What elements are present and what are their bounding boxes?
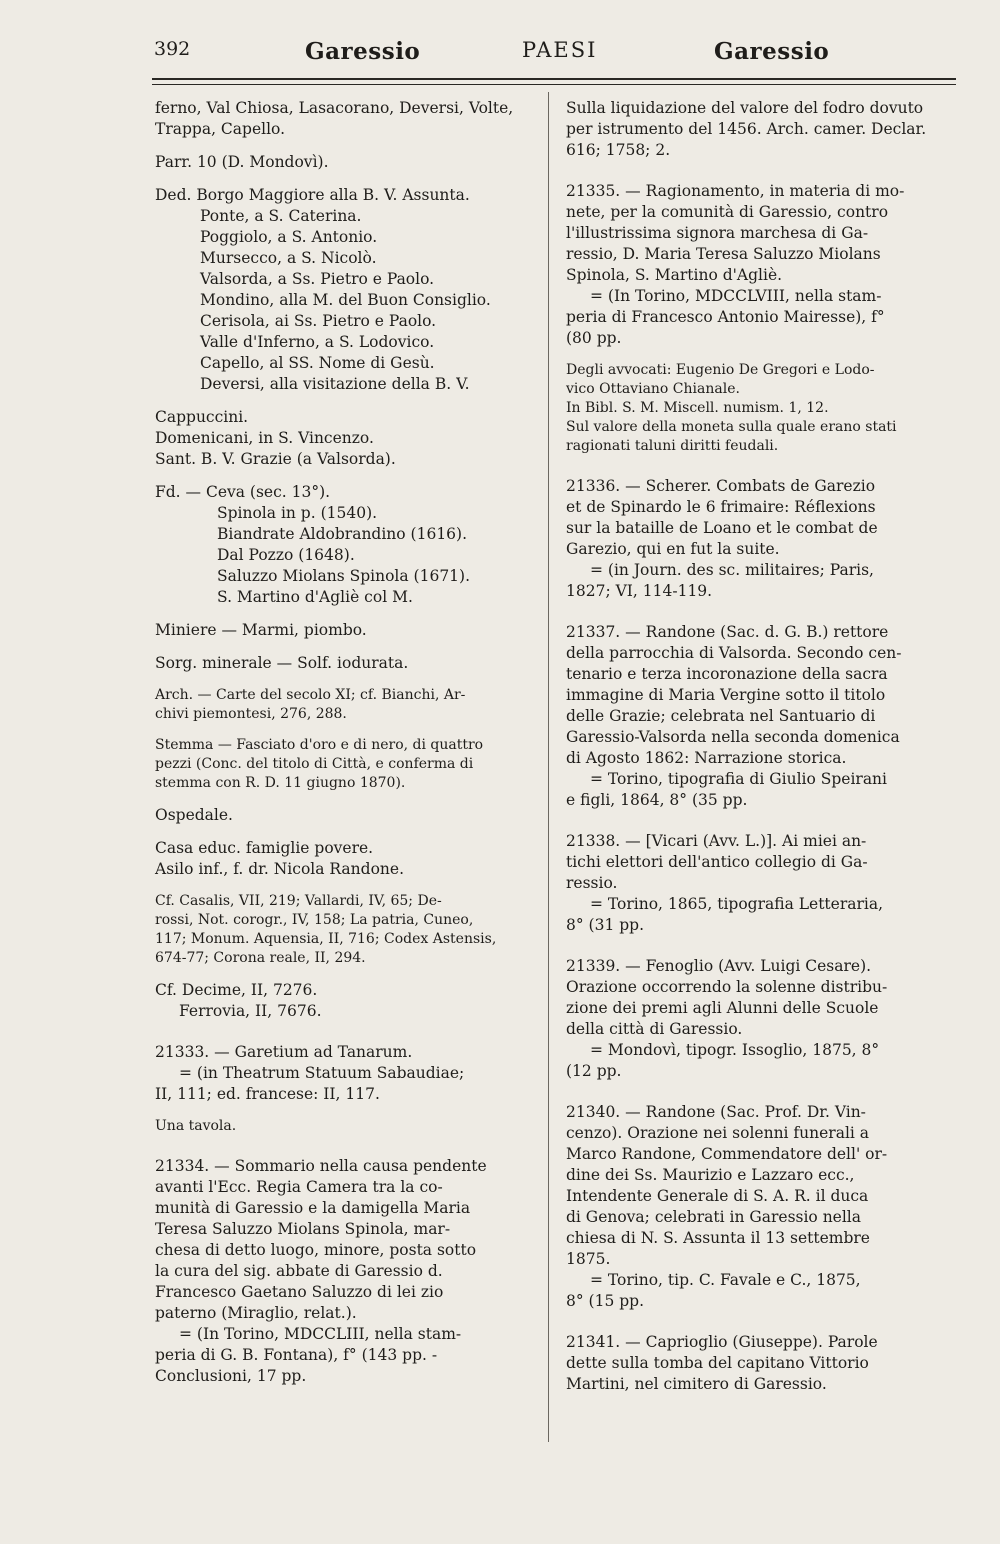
text-line: della parrocchia di Valsorda. Secondo cen- bbox=[566, 644, 902, 662]
text-line: Intendente Generale di S. A. R. il duca bbox=[566, 1187, 869, 1205]
text-line: II, 111; ed. francese: II, 117. bbox=[155, 1085, 380, 1103]
text-line: et de Spinardo le 6 frimaire: Réflexions bbox=[566, 498, 876, 516]
header-rule bbox=[152, 78, 956, 80]
text-line: Cf. Casalis, VII, 219; Vallardi, IV, 65; De- bbox=[155, 893, 442, 909]
text-line: della città di Garessio. bbox=[566, 1020, 743, 1038]
text-line: peria di Francesco Antonio Mairesse), f° bbox=[566, 308, 885, 326]
text-line: Capello, al SS. Nome di Gesù. bbox=[200, 354, 435, 372]
column-divider bbox=[548, 92, 549, 1442]
text-line: dette sulla tomba del capitano Vittorio bbox=[566, 1354, 869, 1372]
text-line: Mondino, alla M. del Buon Consiglio. bbox=[200, 291, 491, 309]
text-line: Dal Pozzo (1648). bbox=[217, 546, 355, 564]
text-line: Ospedale. bbox=[155, 806, 233, 824]
text-line: paterno (Miraglio, relat.). bbox=[155, 1304, 357, 1322]
text-line: peria di G. B. Fontana), f° (143 pp. - bbox=[155, 1346, 438, 1364]
text-line: = (In Torino, MDCCLVIII, nella stam- bbox=[590, 287, 882, 305]
text-line: vico Ottaviano Chianale. bbox=[566, 381, 740, 397]
text-line: Teresa Saluzzo Miolans Spinola, mar- bbox=[155, 1220, 451, 1238]
running-title-left: Garessio bbox=[305, 38, 421, 65]
text-line: = Torino, tip. C. Favale e C., 1875, bbox=[590, 1271, 861, 1289]
entry-21333-heading: 21333. — Garetium ad Tanarum. bbox=[155, 1043, 413, 1061]
text-line: Spinola, S. Martino d'Agliè. bbox=[566, 266, 783, 284]
text-line: 616; 1758; 2. bbox=[566, 141, 671, 159]
text-line: Conclusioni, 17 pp. bbox=[155, 1367, 307, 1385]
text-line: Francesco Gaetano Saluzzo di lei zio bbox=[155, 1283, 444, 1301]
text-line: tenario e terza incoronazione della sacra bbox=[566, 665, 888, 683]
text-line: Una tavola. bbox=[155, 1118, 237, 1134]
text-line: la cura del sig. abbate di Garessio d. bbox=[155, 1262, 443, 1280]
text-line: Orazione occorrendo la solenne distribu- bbox=[566, 978, 888, 996]
entry-21341-heading: 21341. — Caprioglio (Giuseppe). Parole bbox=[566, 1333, 878, 1351]
page-header bbox=[0, 38, 1000, 78]
running-title-center: PAESI bbox=[522, 38, 598, 62]
text-line: Sorg. minerale — Solf. iodurata. bbox=[155, 654, 409, 672]
text-line: cenzo). Orazione nei solenni funerali a bbox=[566, 1124, 870, 1142]
text-line: = Torino, 1865, tipografia Letteraria, bbox=[590, 895, 884, 913]
text-line: ressio. bbox=[566, 874, 618, 892]
left-column bbox=[155, 98, 533, 1387]
text-line: Degli avvocati: Eugenio De Gregori e Lodo- bbox=[566, 362, 875, 378]
text-line: l'illustrissima signora marchesa di Ga- bbox=[566, 224, 869, 242]
text-line: Ponte, a S. Caterina. bbox=[200, 207, 362, 225]
parish-count: Parr. 10 (D. Mondovì). bbox=[155, 153, 329, 171]
text-line: Mursecco, a S. Nicolò. bbox=[200, 249, 377, 267]
entry-21336-heading: 21336. — Scherer. Combats de Garezio bbox=[566, 477, 876, 495]
text-line: Saluzzo Miolans Spinola (1671). bbox=[217, 567, 471, 585]
text-line: nete, per la comunità di Garessio, contro bbox=[566, 203, 889, 221]
text-line: Sulla liquidazione del valore del fodro dovuto bbox=[566, 99, 924, 117]
text-line: Valsorda, a Ss. Pietro e Paolo. bbox=[200, 270, 435, 288]
entry-21334-heading: 21334. — Sommario nella causa pendente bbox=[155, 1157, 487, 1175]
text-line: Marco Randone, Commendatore dell' or- bbox=[566, 1145, 888, 1163]
text-line: rossi, Not. corogr., IV, 158; La patria, Cuneo, bbox=[155, 912, 474, 928]
text-line: Casa educ. famiglie povere. bbox=[155, 839, 374, 857]
text-line: = (in Theatrum Statuum Sabaudiae; bbox=[179, 1064, 465, 1082]
text-line: = Mondovì, tipogr. Issoglio, 1875, 8° bbox=[590, 1041, 880, 1059]
entry-21338-heading: 21338. — [Vicari (Avv. L.)]. Ai miei an- bbox=[566, 832, 867, 850]
text-line: Miniere — Marmi, piombo. bbox=[155, 621, 367, 639]
text-line: Cerisola, ai Ss. Pietro e Paolo. bbox=[200, 312, 437, 330]
text-line: Sant. B. V. Grazie (a Valsorda). bbox=[155, 450, 396, 468]
text-line: Cf. Decime, II, 7276. bbox=[155, 981, 318, 999]
text-line: delle Grazie; celebrata nel Santuario di bbox=[566, 707, 876, 725]
text-line: zione dei premi agli Alunni delle Scuole bbox=[566, 999, 879, 1017]
text-line: In Bibl. S. M. Miscell. numism. 1, 12. bbox=[566, 400, 829, 416]
running-title-right: Garessio bbox=[714, 38, 830, 65]
text-line: Trappa, Capello. bbox=[155, 120, 286, 138]
text-line: e figli, 1864, 8° (35 pp. bbox=[566, 791, 748, 809]
text-line: S. Martino d'Agliè col M. bbox=[217, 588, 413, 606]
entry-21340-heading: 21340. — Randone (Sac. Prof. Dr. Vin- bbox=[566, 1103, 866, 1121]
text-line: Arch. — Carte del secolo XI; cf. Bianchi, Ar- bbox=[155, 687, 466, 703]
entry-21337-heading: 21337. — Randone (Sac. d. G. B.) rettore bbox=[566, 623, 889, 641]
text-line: per istrumento del 1456. Arch. camer. Declar. bbox=[566, 120, 927, 138]
right-column bbox=[566, 98, 956, 1395]
text-line: 1875. bbox=[566, 1250, 611, 1268]
text-line: tichi elettori dell'antico collegio di Ga- bbox=[566, 853, 868, 871]
page-number: 392 bbox=[154, 38, 191, 60]
entry-21335-heading: 21335. — Ragionamento, in materia di mo- bbox=[566, 182, 905, 200]
text-line: di Genova; celebrati in Garessio nella bbox=[566, 1208, 861, 1226]
text-line: chesa di detto luogo, minore, posta sotto bbox=[155, 1241, 477, 1259]
text-line: di Agosto 1862: Narrazione storica. bbox=[566, 749, 847, 767]
entry-21339-heading: 21339. — Fenoglio (Avv. Luigi Cesare). bbox=[566, 957, 872, 975]
text-line: Cappuccini. bbox=[155, 408, 249, 426]
text-line: ragionati taluni diritti feudali. bbox=[566, 438, 779, 454]
text-line: = (In Torino, MDCCLIII, nella stam- bbox=[179, 1325, 462, 1343]
text-line: 117; Monum. Aquensia, II, 716; Codex Astensis, bbox=[155, 931, 497, 947]
text-line: stemma con R. D. 11 giugno 1870). bbox=[155, 775, 406, 791]
text-line: Poggiolo, a S. Antonio. bbox=[200, 228, 378, 246]
text-line: Deversi, alla visitazione della B. V. bbox=[200, 375, 470, 393]
text-line: Stemma — Fasciato d'oro e di nero, di quattro bbox=[155, 737, 484, 753]
text-line: ferno, Val Chiosa, Lasacorano, Deversi, Volte, bbox=[155, 99, 514, 117]
text-line: (80 pp. bbox=[566, 329, 622, 347]
text-line: sur la bataille de Loano et le combat de bbox=[566, 519, 878, 537]
text-line: munità di Garessio e la damigella Maria bbox=[155, 1199, 471, 1217]
text-line: Sul valore della moneta sulla quale erano stati bbox=[566, 419, 897, 435]
text-line: Garezio, qui en fut la suite. bbox=[566, 540, 780, 558]
text-line: Valle d'Inferno, a S. Lodovico. bbox=[200, 333, 435, 351]
text-line: = Torino, tipografia di Giulio Speirani bbox=[590, 770, 887, 788]
text-line: = (in Journ. des sc. militaires; Paris, bbox=[590, 561, 874, 579]
text-line: ressio, D. Maria Teresa Saluzzo Miolans bbox=[566, 245, 881, 263]
text-line: chivi piemontesi, 276, 288. bbox=[155, 706, 347, 722]
text-line: Biandrate Aldobrandino (1616). bbox=[217, 525, 468, 543]
text-line: pezzi (Conc. del titolo di Città, e conferma di bbox=[155, 756, 474, 772]
text-line: 1827; VI, 114-119. bbox=[566, 582, 713, 600]
text-line: avanti l'Ecc. Regia Camera tra la co- bbox=[155, 1178, 443, 1196]
text-line: 8° (31 pp. bbox=[566, 916, 645, 934]
text-line: chiesa di N. S. Assunta il 13 settembre bbox=[566, 1229, 870, 1247]
text-line: Spinola in p. (1540). bbox=[217, 504, 378, 522]
text-line: immagine di Maria Vergine sotto il titolo bbox=[566, 686, 886, 704]
text-line: Martini, nel cimitero di Garessio. bbox=[566, 1375, 827, 1393]
text-line: Garessio-Valsorda nella seconda domenica bbox=[566, 728, 900, 746]
text-line: 674-77; Corona reale, II, 294. bbox=[155, 950, 366, 966]
text-line: 8° (15 pp. bbox=[566, 1292, 645, 1310]
text-line: Domenicani, in S. Vincenzo. bbox=[155, 429, 374, 447]
text-line: Ferrovia, II, 7676. bbox=[179, 1002, 322, 1020]
text-line: dine dei Ss. Maurizio e Lazzaro ecc., bbox=[566, 1166, 855, 1184]
text-line: (12 pp. bbox=[566, 1062, 622, 1080]
text-line: Ded. Borgo Maggiore alla B. V. Assunta. bbox=[155, 186, 470, 204]
header-rule-thin bbox=[152, 84, 956, 85]
text-line: Fd. — Ceva (sec. 13°). bbox=[155, 483, 331, 501]
text-line: Asilo inf., f. dr. Nicola Randone. bbox=[155, 860, 404, 878]
